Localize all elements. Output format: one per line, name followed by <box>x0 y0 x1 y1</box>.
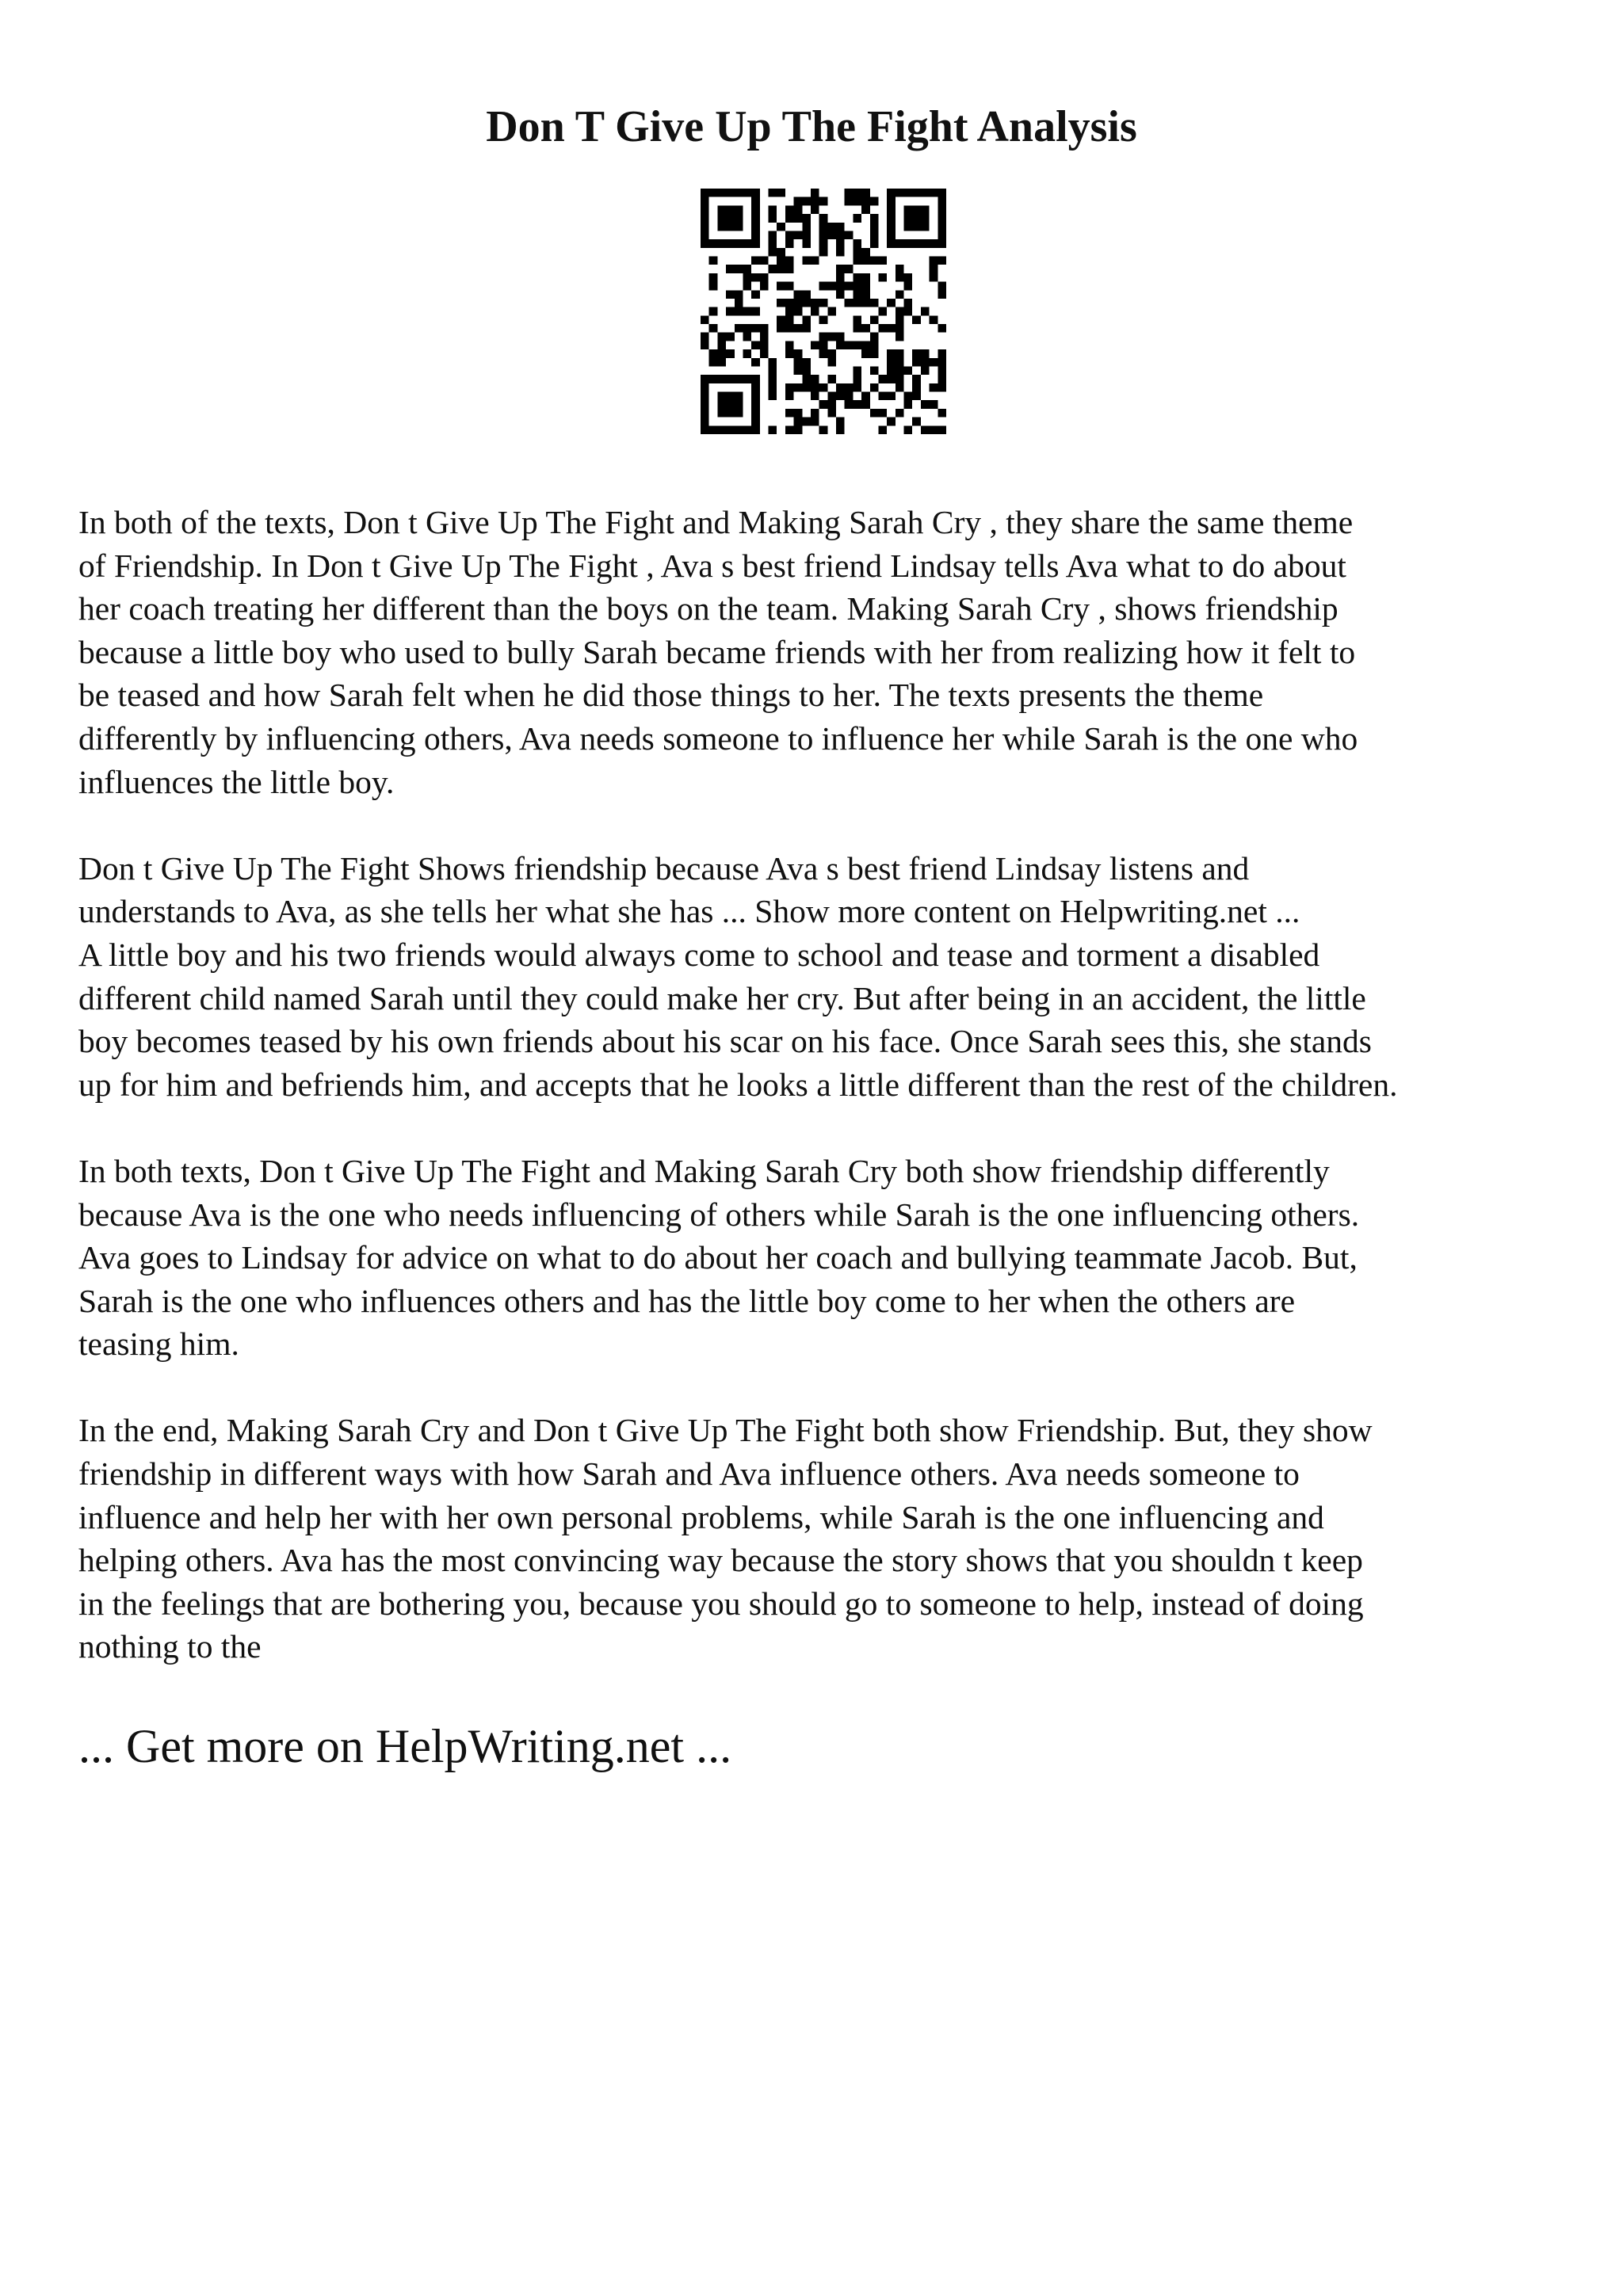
text-line: because a little boy who used to bully Sarah became friends with her from realizing how it felt to <box>78 633 1356 670</box>
text-line: In both texts, Don t Give Up The Fight and Making Sarah Cry both show friendship differently <box>78 1152 1330 1189</box>
text-line: Ava goes to Lindsay for advice on what to do about her coach and bullying teammate Jacob. But, <box>78 1239 1358 1276</box>
get-more-link[interactable]: ... Get more on HelpWriting.net ... <box>78 1720 732 1772</box>
text-line: understands to Ava, as she tells her what she has ... Show more content on Helpwriting.net ... <box>78 893 1300 930</box>
paragraph-1 <box>78 501 1608 803</box>
text-line: her coach treating her different than the boys on the team. Making Sarah Cry , shows friendship <box>78 590 1338 627</box>
text-line: helping others. Ava has the most convincing way because the story shows that you shouldn t keep <box>78 1542 1363 1579</box>
paragraph-4 <box>78 1409 1608 1669</box>
text-line: up for him and befriends him, and accepts that he looks a little different than the rest of the children. <box>78 1066 1398 1103</box>
paragraph-spacer <box>78 1106 1608 1150</box>
text-line: influence and help her with her own personal problems, while Sarah is the one influencing and <box>78 1498 1324 1535</box>
text-line: differently by influencing others, Ava needs someone to influence her while Sarah is the one who <box>78 719 1358 757</box>
paragraph-2 <box>78 847 1608 1107</box>
document-title: Don T Give Up The Fight Analysis <box>486 102 1137 151</box>
text-line: of Friendship. In Don t Give Up The Fight , Ava s best friend Lindsay tells Ava what to do about <box>78 547 1346 584</box>
text-line: In the end, Making Sarah Cry and Don t Give Up The Fight both show Friendship. But, they show <box>78 1412 1373 1449</box>
text-line: different child named Sarah until they could make her cry. But after being in an accident, the little <box>78 979 1366 1016</box>
document-body <box>78 501 1608 1669</box>
text-line: friendship in different ways with how Sarah and Ava influence others. Ava needs someone to <box>78 1455 1300 1493</box>
text-line: influences the little boy. <box>78 763 395 800</box>
paragraph-3 <box>78 1150 1608 1366</box>
text-line: Sarah is the one who influences others and has the little boy come to her when the others are <box>78 1282 1296 1319</box>
text-line: boy becomes teased by his own friends about his scar on his face. Once Sarah sees this, she stands <box>78 1023 1372 1060</box>
text-line: teasing him. <box>78 1325 239 1363</box>
text-line: Don t Give Up The Fight Shows friendship because Ava s best friend Lindsay listens and <box>78 849 1250 887</box>
qr-code-icon <box>701 189 946 434</box>
paragraph-spacer <box>78 1366 1608 1409</box>
text-line: nothing to the <box>78 1628 262 1665</box>
text-line: be teased and how Sarah felt when he did those things to her. The texts presents the theme <box>78 677 1264 714</box>
text-line: in the feelings that are bothering you, because you should go to someone to help, instead of doing <box>78 1585 1364 1622</box>
text-line: A little boy and his two friends would always come to school and tease and torment a disabled <box>78 936 1320 973</box>
text-line: because Ava is the one who needs influencing of others while Sarah is the one influencing others. <box>78 1196 1360 1233</box>
paragraph-spacer <box>78 803 1608 847</box>
text-line: In both of the texts, Don t Give Up The Fight and Making Sarah Cry , they share the same theme <box>78 504 1354 540</box>
